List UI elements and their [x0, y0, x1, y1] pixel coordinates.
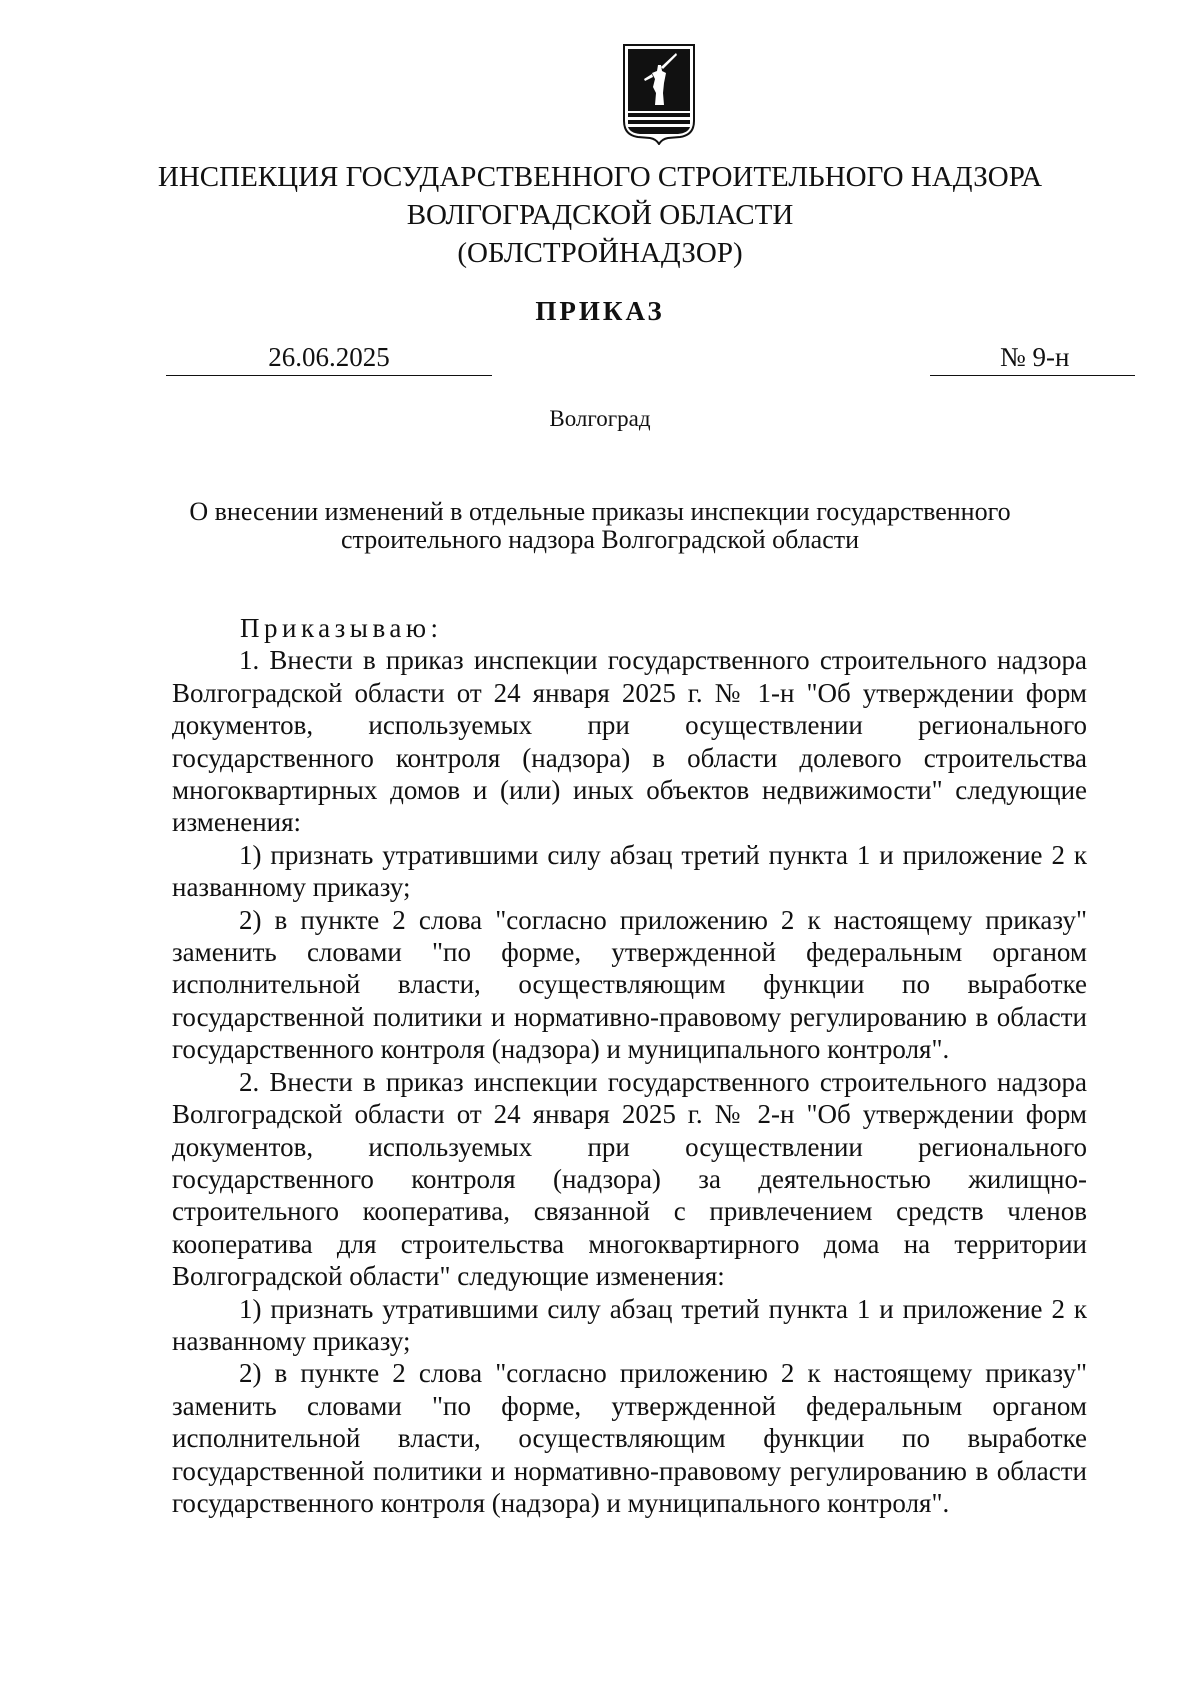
organization-abbreviation: (ОБЛСТРОЙНАДЗОР)	[457, 237, 743, 269]
document-number: № 9-н	[1000, 342, 1070, 372]
paragraph-2: 2. Внести в приказ инспекции государственного строительного надзора Волгоградской области от 24 января 2025 г. № 2-н "Об утверждении форм документов, используемых при осуществлении регионального государственного контроля (надзора) за деятельностью жилищно-строительного кооператива, связанной с привлечением средств членов кооператива для строительства многоквартирного дома на территории Волгоградской области" следующие изменения:	[172, 1066, 1087, 1292]
subject-line-2: строительного надзора Волгоградской области	[340, 525, 860, 554]
subject-line-1: О внесении изменений в отдельные приказы инспекции государственного	[189, 497, 1011, 526]
paragraph-1-sub-2: 2) в пункте 2 слова "согласно приложению 2 к настоящему приказу" заменить словами "по форме, утвержденной федеральным органом исполнительной власти, осуществляющим функции по выработке государственной политики и нормативно-правовому регулированию в области государственного контроля (надзора) и муниципального контроля".	[172, 904, 1087, 1065]
document-city: Волгоград	[549, 406, 651, 431]
paragraph-1-sub-1: 1) признать утратившими силу абзац третий пункта 1 и приложение 2 к названному приказу;	[172, 839, 1087, 903]
volgograd-coat-of-arms-icon	[622, 43, 696, 145]
organization-name-line-1: ИНСПЕКЦИЯ ГОСУДАРСТВЕННОГО СТРОИТЕЛЬНОГО НАДЗОРА	[157, 161, 1043, 193]
document-number-field	[930, 340, 1135, 376]
paragraph-2-sub-2: 2) в пункте 2 слова "согласно приложению 2 к настоящему приказу" заменить словами "по форме, утвержденной федеральным органом исполнительной власти, осуществляющим функции по выработке государственной политики и нормативно-правовому регулированию в области государственного контроля (надзора) и муниципального контроля".	[172, 1358, 1087, 1518]
document-subject	[150, 498, 1050, 554]
paragraph-1: 1. Внести в приказ инспекции государственного строительного надзора Волгоградской области от 24 января 2025 г. № 1-н "Об утверждении форм документов, используемых при осуществлении регионального государственного контроля (надзора) в области долевого строительства многоквартирных домов и (или) иных объектов недвижимости" следующие изменения:	[172, 645, 1087, 838]
organization-name-line-2: ВОЛГОГРАДСКОЙ ОБЛАСТИ	[406, 199, 794, 231]
document-body	[172, 612, 1087, 1519]
document-date: 26.06.2025	[166, 340, 492, 376]
document-type: ПРИКАЗ	[535, 296, 665, 326]
paragraph-2-sub-1: 1) признать утратившими силу абзац третий пункта 1 и приложение 2 к названному приказу;	[172, 1293, 1087, 1356]
order-word: Приказываю:	[240, 613, 443, 643]
